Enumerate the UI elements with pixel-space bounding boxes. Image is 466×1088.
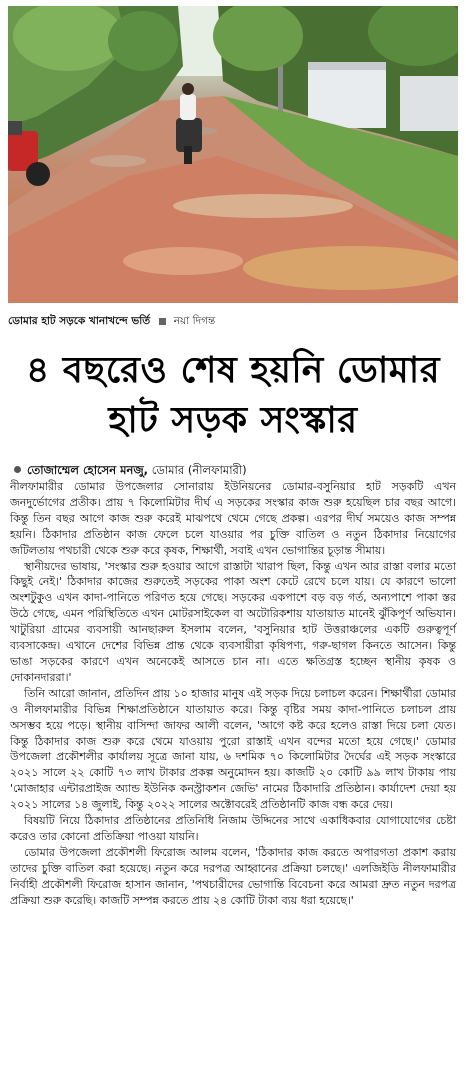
byline <box>12 462 458 478</box>
paragraph: বিষয়টি নিয়ে ঠিকাদার প্রতিষ্ঠানের প্রতিনিধি নিজাম উদ্দিনের সাথে একাধিকবার যোগাযোগের চেষ্টা করেও তার কোনো প্রতিক্রিয়া পাওয়া যায়নি। <box>10 814 456 843</box>
road-photo <box>8 6 458 303</box>
bullet-icon <box>14 466 21 473</box>
byline-place: ডোমার (নীলফামারী) <box>151 463 247 477</box>
headline-line-2: হাট সড়ক সংস্কার <box>108 400 358 441</box>
caption-text: ডোমার হাট সড়কে খানাখন্দে ভর্তি <box>8 315 151 327</box>
headline-line-1: ৪ বছরেও শেষ হয়নি ডোমার <box>25 350 441 391</box>
photo-caption <box>8 312 458 330</box>
paragraph: ডোমার উপজেলা প্রকৌশলী ফিরোজ আলম বলেন, 'ঠিকাদার কাজ করতে অপারগতা প্রকাশ করায় তাদের চুক্তি বাতিল করা হয়েছে। নতুন করে দরপত্র আহ্বানের প্রক্রিয়া চলছে।' এলজিইডি নীলফামারীর নির্বাহী প্রকৌশলী ফিরোজ হাসান জানান, 'পথচারীদের ভোগান্তি বিবেচনা করে আমরা দ্রুত নতুন দরপত্র প্রক্রিয়া শুরু করেছি। কাজটি সম্পন্ন করতে প্রায় ২৪ কোটি টাকা ব্যয় ধরা হয়েছে।' <box>10 845 456 907</box>
headline <box>8 346 458 446</box>
caption-source: নয়া দিগন্ত <box>173 315 216 327</box>
road-photo-illustration <box>8 6 458 303</box>
paragraph: নীলফামারীর ডোমার উপজেলার সোনারায় ইউনিয়নের ডোমার-বসুনিয়ার হাট সড়কটি এখন জনদুর্ভোগের প্রতীক। প্রায় ৭ কিলোমিটার দীর্ঘ এ সড়কের সংস্কার কাজ শুরু হয়েছিল চার বছর আগে। কিন্তু তিন বছর আগে কাজ শুরু করেই মাঝপথে থেমে গেছে প্রকল্প। এরপর দীর্ঘ সময়েও কাজ সম্পন্ন হয়নি। ঠিকাদার প্রতিষ্ঠান কাজ ফেলে চলে যাওয়ার পর চুক্তি বাতিল ও নতুন ঠিকাদার নিয়োগের জটিলতায় পথচারী থেকে শুরু করে কৃষক, শিক্ষার্থী, সবাই এখন ভোগান্তির চূড়ান্ত সীমায়। <box>10 480 456 557</box>
article-body <box>10 479 456 908</box>
square-bullet-icon <box>159 318 166 325</box>
paragraph: তিনি আরো জানান, প্রতিদিন প্রায় ১০ হাজার মানুষ এই সড়ক দিয়ে চলাচল করেন। শিক্ষার্থীরা ডোমার ও নীলফামারীর বিভিন্ন শিক্ষাপ্রতিষ্ঠানে যাতায়াত করে। কিন্তু বৃষ্টির সময় কাদা-পানিতে চলাচল প্রায় অসম্ভব হয়ে পড়ে। স্থানীয় বাসিন্দা জাফর আলী বলেন, 'আগে কষ্ট করে হলেও রাস্তা দিয়ে চলা যেত। কিন্তু ঠিকাদার কাজ শুরু করে থেমে যাওয়ায় পুরো রাস্তাই এখন বন্দের মতো হয়ে গেছে।' ডোমার উপজেলা প্রকৌশলীর কার্যালয় সূত্রে জানা যায়, ৬ দশমিক ৭০ কিলোমিটার দৈর্ঘের এই সড়ক সংস্কারে ২০২১ সালে ২২ কোটি ৭৩ লাখ টাকার প্রকল্প অনুমোদন হয়। কাজটি ২০ কোটি ৯৯ লাখ টাকায় পায় 'মোজাহার এন্টারপ্রাইজ অ্যান্ড ইউনিক কনস্ট্রাকশন জেভি' নামের ঠিকাদারি প্রতিষ্ঠান। কার্যাদেশ দেয়া হয় ২০২১ সালের ১৪ জুলাই, কিন্তু ২০২২ সালের অক্টোবরেই প্রতিষ্ঠানটি কাজ বন্ধ করে দেয়। <box>10 686 456 812</box>
byline-name: তোজাম্মেল হোসেন মনজু, <box>27 463 149 477</box>
paragraph: স্থানীয়দের ভাষায়, 'সংস্কার শুরু হওয়ার আগে রাস্তাটা খারাপ ছিল, কিন্তু এখন আর রাস্তা বলার মতো কিছুই নেই।' ঠিকাদার কাজের শুরুতেই সড়কের পাকা অংশ কেটে রেখে চলে যায়। যে কারণে ভালো অংশটুকুও এখন কাদা-পানিতে পরিণত হয়ে গেছে। সড়কের একপাশে বড় বড় গর্ত, অন্যপাশে পাকা স্তর উঠে গেছে, এমন পরিস্থিতিতে এখন মোটরসাইকেল বা অটোরিকশায় যাতায়াত মানেই ঝুঁকিপূর্ণ অভিযান। খাটুরিয়া গ্রামের ব্যবসায়ী আনছারুল ইসলাম বলেন, 'বসুনিয়ার হাট উত্তরাঞ্চলের একটি গুরুত্বপূর্ণ ব্যবসাকেন্দ্র। এখানে দেশের বিভিন্ন প্রান্ত থেকে ব্যবসায়ীরা কৃষিপণ্য, গরু-ছাগল কিনতে আসেন। কিন্তু ভাঙা সড়কের কারণে এখন অনেকেই আসতে চান না। এতে ক্ষতিগ্রস্ত হচ্ছেন স্থানীয় কৃষক ও দোকানদাররা।' <box>10 559 456 684</box>
